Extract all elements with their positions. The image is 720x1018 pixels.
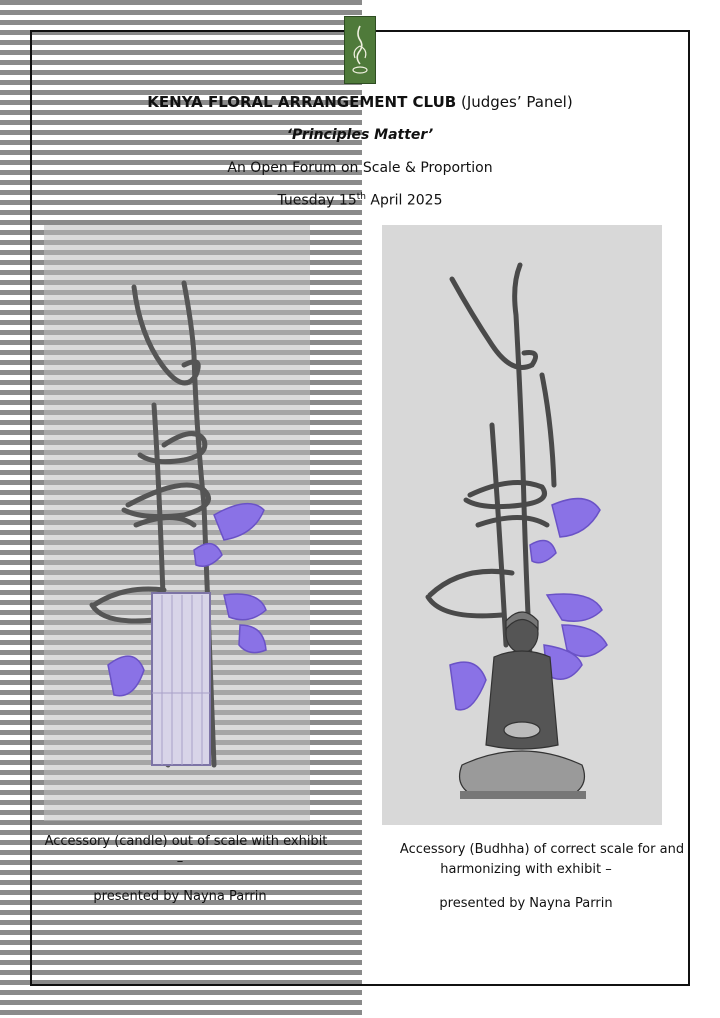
right-caption-line2: harmonizing with exhibit – <box>440 862 612 877</box>
forum-description: An Open Forum on Scale & Proportion <box>227 160 493 176</box>
right-caption-presenter: presented by Nayna Parrin <box>439 896 613 911</box>
buddha-arrangement-image <box>382 225 662 825</box>
left-caption-presenter: presented by Nayna Parrin <box>93 889 267 904</box>
panel-label: (Judges’ Panel) <box>460 93 573 111</box>
club-logo <box>344 16 376 84</box>
page-title <box>0 93 720 111</box>
left-caption-line2: – <box>176 854 184 869</box>
event-subtitle: ‘Principles Matter’ <box>286 127 434 143</box>
exhibit-photo-buddha <box>382 225 662 825</box>
club-name: KENYA FLORAL ARRANGEMENT CLUB <box>147 93 457 111</box>
logo-emblem-icon <box>347 20 373 80</box>
candle-arrangement-image <box>44 225 310 821</box>
date-prefix: Tuesday 15 <box>277 192 357 209</box>
date-suffix: April 2025 <box>365 192 443 209</box>
date-ordinal: th <box>356 192 366 202</box>
event-date <box>0 192 720 209</box>
right-caption-line1: Accessory (Budhha) of correct scale for and <box>399 842 685 857</box>
left-caption-line1: Accessory (candle) out of scale with exhibit <box>44 834 328 849</box>
exhibit-photo-candle <box>44 225 310 821</box>
